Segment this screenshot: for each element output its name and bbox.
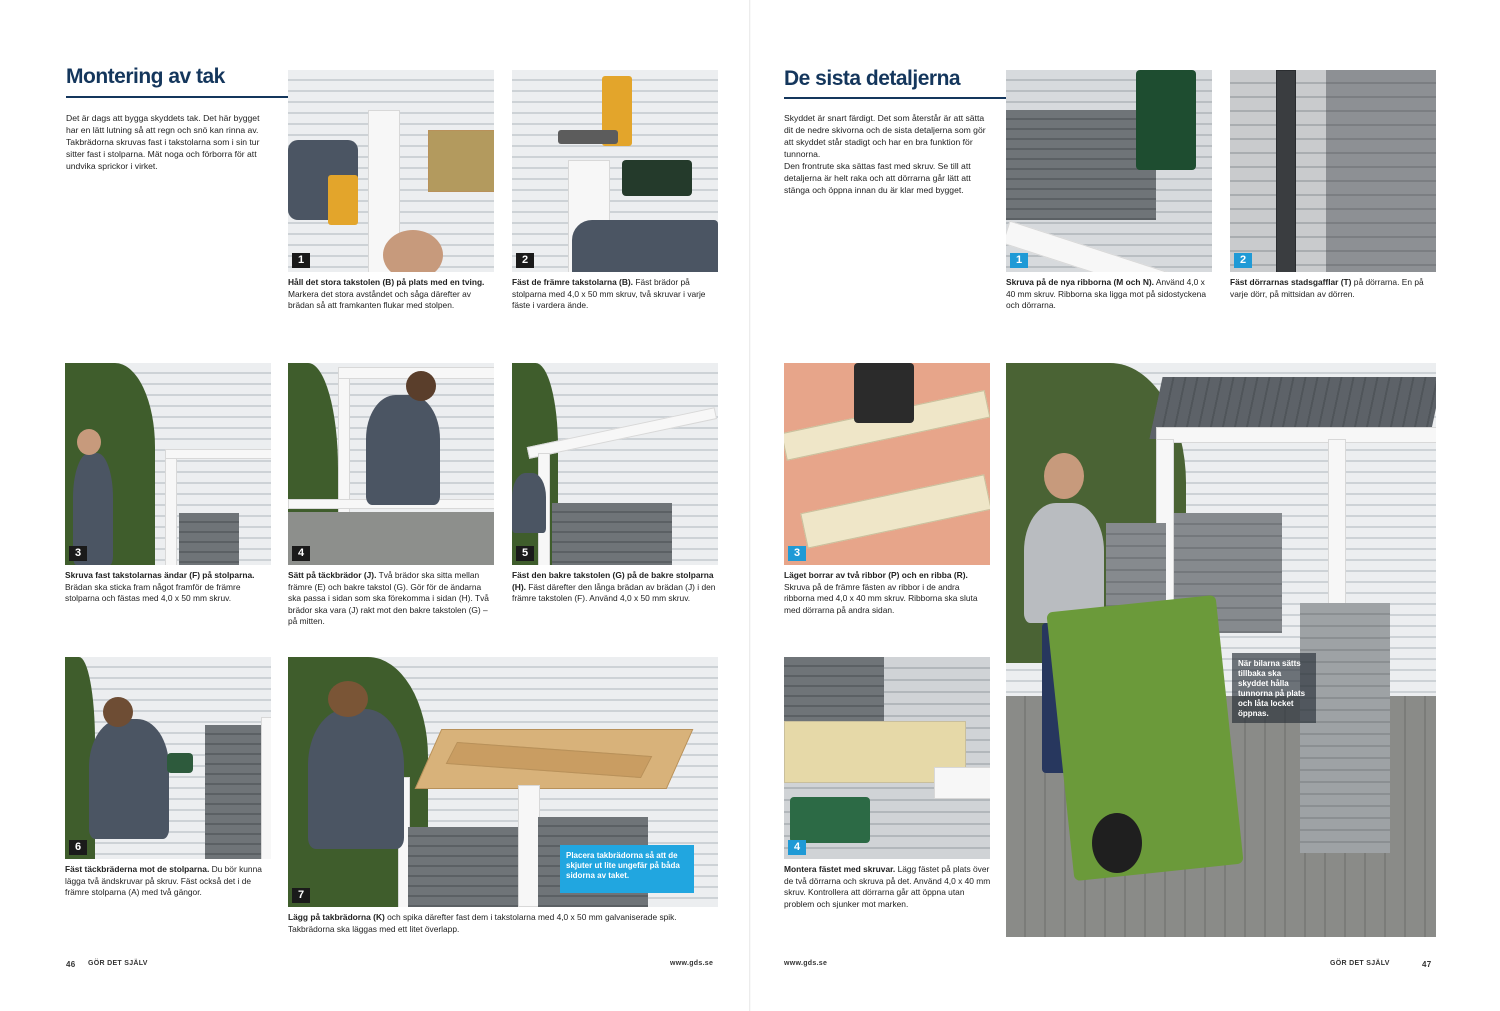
step-photo-3 [65,363,271,565]
step-badge-5: 5 [516,546,534,561]
heading-rule-left [66,96,288,98]
step-caption-6-text: Du bör kunna lägga två ändskruvar på skruv. Fäst också det i de främre stolparna (A) med två gängor. [65,864,262,897]
step-caption-1-text: Markera det stora avståndet och såga därefter av brädan så att framkanten flukar med stolpen. [288,288,471,310]
footer-site-left: www.gds.se [670,960,714,967]
final-caption-1-text: Använd 4,0 x 40 mm skruv. Ribborna ska ligga mot på sidostyckena och dörrarna. [1006,277,1207,310]
page-number-right: 47 [1422,960,1432,969]
final-photo-1 [1006,70,1212,272]
final-photo-4 [784,657,990,859]
step-caption-5-lead: Fäst den bakre takstolen (G) på de bakre stolparna (H). [512,570,714,592]
final-badge-1: 1 [1010,253,1028,268]
step-caption-2-lead: Fäst de främre takstolarna (B). [512,277,634,287]
final-badge-3: 3 [788,546,806,561]
step-caption-2-text: Fäst brädor på stolparna med 4,0 x 50 mm skruv, två skruvar i varje fäste i vardera ände. [512,277,706,310]
step-badge-1: 1 [292,253,310,268]
step-caption-3-lead: Skruva fast takstolarnas ändar (F) på stolparna. [65,570,255,580]
step-photo-1 [288,70,494,272]
final-caption-3 [784,570,992,616]
page-number-left: 46 [66,960,76,969]
step-7-callout: Placera takbrädorna så att de skjuter ut lite ungefär på båda sidorna av taket. [560,845,694,893]
step-caption-4-lead: Sätt på täckbrädor (J). [288,570,377,580]
heading-rule-right [784,97,1006,99]
step-photo-7 [288,657,718,907]
step-caption-3 [65,570,273,605]
step-caption-3-text: Brädan ska sticka fram något framför de främre stolparna och fästas med 4,0 x 50 mm skruv. [65,581,241,603]
footer-site-right: www.gds.se [784,960,828,967]
final-callout: När bilarna sätts tillbaka ska skyddet hålla tunnorna på plats och låta locket öppnas. [1232,653,1316,723]
step-caption-4 [288,570,496,628]
intro-text-left: Det är dags att bygga skyddets tak. Det här bygget har en lätt lutning så att regn och snö kan rinna av. Takbrädorna skruvas fast i takstolarna som i sin tur sitter fast i stolparna. Mät noga och förborra för att undvika sprickor i virket. [66,113,260,171]
step-caption-1 [288,277,496,312]
step-photo-6 [65,657,271,859]
final-photo-3 [784,363,990,565]
step-badge-7: 7 [292,888,310,903]
step-photo-5 [512,363,718,565]
step-photo-4 [288,363,494,565]
step-caption-4-text: Två brädor ska sitta mellan främre (E) och bakre takstol (G). Gör för de ändarna ska passa i sidan som ska förekomma i sidan (H). Två brädor ska vara (J) rakt mot den bakre takstolen (G) – på mitten. [288,570,489,626]
final-caption-1 [1006,277,1214,312]
final-caption-2 [1230,277,1438,300]
final-caption-4-text: Lägg fästet på plats över de två dörrarna och skruva på det. Använd 4,0 x 40 mm skruv. Kontrollera att dörrarna går att öppna utan problem och sjunker mot marken. [784,864,991,909]
final-badge-4: 4 [788,840,806,855]
footer-magazine-left: GÖR DET SJÄLV [88,960,148,967]
step-caption-1-lead: Håll det stora takstolen (B) på plats med en tving. [288,277,485,287]
step-badge-3: 3 [69,546,87,561]
step-caption-2 [512,277,720,312]
page-gutter [749,0,751,1011]
step-badge-2: 2 [516,253,534,268]
final-badge-2: 2 [1234,253,1252,268]
final-caption-2-text: på dörrarna. En på varje dörr, på mittsidan av dörren. [1230,277,1424,299]
final-caption-3-text: Skruva på de främre fästen av ribbor i de andra ribborna med 4,0 x 40 mm skruv. Ribborna ska sluta med dörrarna på andra sidan. [784,581,978,615]
step-badge-4: 4 [292,546,310,561]
final-caption-2-lead: Fäst dörrarnas stadsgafflar (T) [1230,277,1352,287]
step-caption-5-text: Fäst därefter den långa brädan av brädan (J) i den främre takstolen (F). Använd 4,0 x 50 mm skruv. [512,581,716,603]
final-caption-4 [784,864,992,910]
step-photo-2 [512,70,718,272]
footer-magazine-right: GÖR DET SJÄLV [1330,960,1390,967]
page-heading-left: Montering av tak [66,65,225,88]
step-badge-6: 6 [69,840,87,855]
final-caption-1-lead: Skruva på de nya ribborna (M och N). [1006,277,1154,287]
final-caption-4-lead: Montera fästet med skruvar. [784,864,896,874]
step-caption-7-lead: Lägg på takbrädorna (K) [288,912,385,922]
step-caption-6 [65,864,273,899]
step-caption-7 [288,912,718,935]
step-caption-6-lead: Fäst täckbräderna mot de stolparna. [65,864,210,874]
step-caption-7-text: och spika därefter fast dem i takstolarna med 4,0 x 50 mm galvaniserade spik. Takbrädorna ska läggas med ett litet överlapp. [288,912,677,934]
intro-text-right: Skyddet är snart färdigt. Det som återstår är att sätta dit de nedre skivorna och de sista detaljerna som gör att skyddet står stadigt och har en bra funktion för tunnorna. Den frontrute ska sättas fast med skruv. Se till att detaljerna är helt raka och att dörrarna går lätt att stänga och öppna innan du är klar med bygget. [784,113,986,195]
final-photo-2 [1230,70,1436,272]
final-result-photo [1006,363,1436,937]
page-heading-right: De sista detaljerna [784,67,961,90]
step-caption-5 [512,570,720,605]
final-caption-3-lead: Läget borrar av två ribbor (P) och en ribba (R). [784,570,968,580]
